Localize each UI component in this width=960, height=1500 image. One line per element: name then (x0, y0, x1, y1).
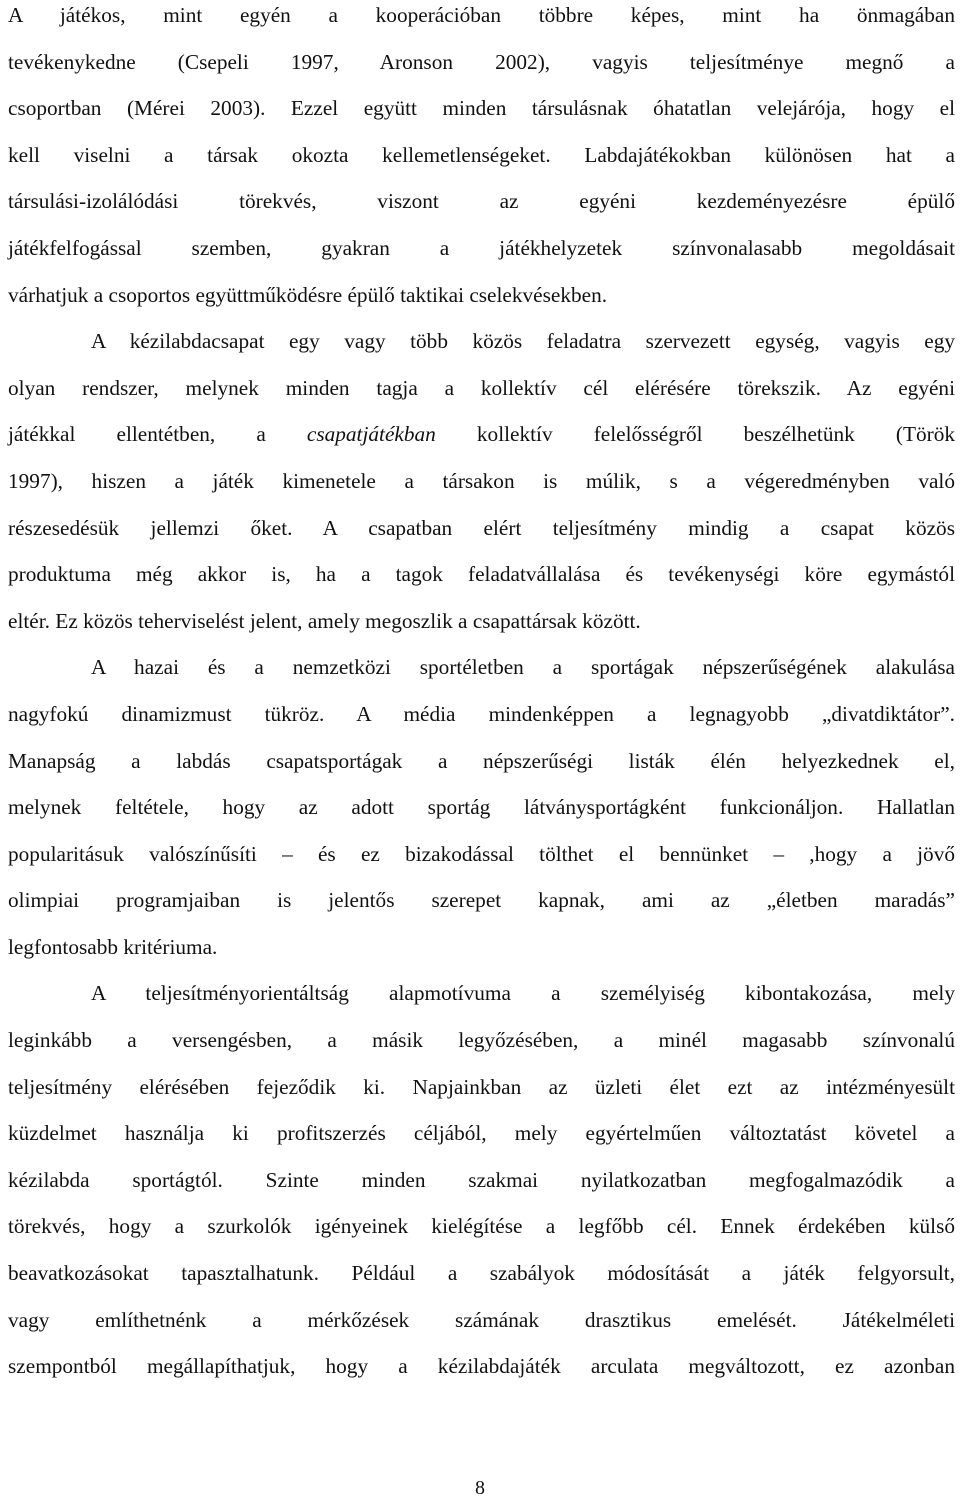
text-line: küzdelmet használja ki profitszerzés céljából, mely egyértelműen változtatást követel a (8, 1121, 955, 1146)
text-line: 1997), hiszen a játék kimenetele a társakon is múlik, s a végeredményben való (8, 468, 955, 493)
text-line: Manapság a labdás csapatsportágak a népszerűségi listák élén helyezkednek el, (8, 748, 955, 773)
text-line: vagy említhetnénk a mérkőzések számának drasztikus emelését. Játékelméleti (8, 1307, 955, 1332)
text-line: A hazai és a nemzetközi sportéletben a sportágak népszerűségének alakulása (91, 655, 955, 680)
text-line: társulási-izolálódási törekvés, viszont az egyéni kezdeményezésre épülő (8, 189, 955, 214)
paragraph (8, 0, 955, 318)
text-line: nagyfokú dinamizmust tükröz. A média mindenképpen a legnagyobb „divatdiktátor”. (8, 701, 955, 726)
text-line: törekvés, hogy a szurkolók igényeinek kielégítése a legfőbb cél. Ennek érdekében külső (8, 1214, 955, 1239)
paragraph (8, 644, 955, 970)
text-line: A játékos, mint egyén a kooperációban többre képes, mint ha önmagában (8, 3, 955, 27)
paragraph (8, 318, 955, 644)
text-line: szempontból megállapíthatjuk, hogy a kézilabdajáték arculata megváltozott, ez azonban (8, 1354, 955, 1379)
text-line: eltér. Ez közös teherviselést jelent, amely megoszlik a csapattársak között. (8, 608, 641, 633)
text-line: produktuma még akkor is, ha a tagok feladatvállalása és tevékenységi köre egymástól (8, 562, 955, 587)
text-line: kézilabda sportágtól. Szinte minden szakmai nyilatkozatban megfogalmazódik a (8, 1167, 955, 1192)
text-line: játékkal ellentétben, a csapatjátékban kollektív felelősségről beszélhetünk (Török (8, 422, 955, 447)
document-body (8, 0, 955, 1390)
text-line: várhatjuk a csoportos együttműködésre épülő taktikai cselekvésekben. (8, 282, 608, 307)
text-line: csoportban (Mérei 2003). Ezzel együtt minden társulásnak óhatatlan velejárója, hogy el (8, 96, 955, 121)
text-line: leginkább a versengésben, a másik legyőzésében, a minél magasabb színvonalú (8, 1028, 955, 1053)
text-line: A kézilabdacsapat egy vagy több közös feladatra szervezett egység, vagyis egy (91, 329, 955, 354)
text-line: játékfelfogással szemben, gyakran a játékhelyzetek színvonalasabb megoldásait (8, 235, 955, 260)
text-line: olimpiai programjaiban is jelentős szerepet kapnak, ami az „életben maradás” (8, 888, 955, 913)
paragraph (8, 970, 955, 1389)
page-number: 8 (475, 1477, 485, 1499)
text-line: melynek feltétele, hogy az adott sportág látványsportágként funkcionáljon. Hallatlan (8, 795, 955, 820)
text-line: részesedésük jellemzi őket. A csapatban elért teljesítmény mindig a csapat közös (8, 515, 955, 540)
text-line: legfontosabb kritériuma. (8, 934, 218, 959)
text-line: olyan rendszer, melynek minden tagja a kollektív cél elérésére törekszik. Az egyéni (8, 375, 955, 400)
text-line: beavatkozásokat tapasztalhatunk. Például a szabályok módosítását a játék felgyorsult, (8, 1261, 955, 1286)
text-line: popularitásuk valószínűsíti – és ez bizakodással tölthet el bennünket – ,hogy a jövő (8, 841, 955, 866)
document-page (8, 0, 955, 1390)
text-line: teljesítmény elérésében fejeződik ki. Napjainkban az üzleti élet ezt az intézményesült (8, 1074, 955, 1099)
text-line: kell viselni a társak okozta kellemetlenségeket. Labdajátékokban különösen hat a (8, 142, 955, 167)
text-line: A teljesítményorientáltság alapmotívuma a személyiség kibontakozása, mely (91, 981, 955, 1006)
text-line: tevékenykedne (Csepeli 1997, Aronson 2002), vagyis teljesítménye megnő a (8, 49, 955, 74)
